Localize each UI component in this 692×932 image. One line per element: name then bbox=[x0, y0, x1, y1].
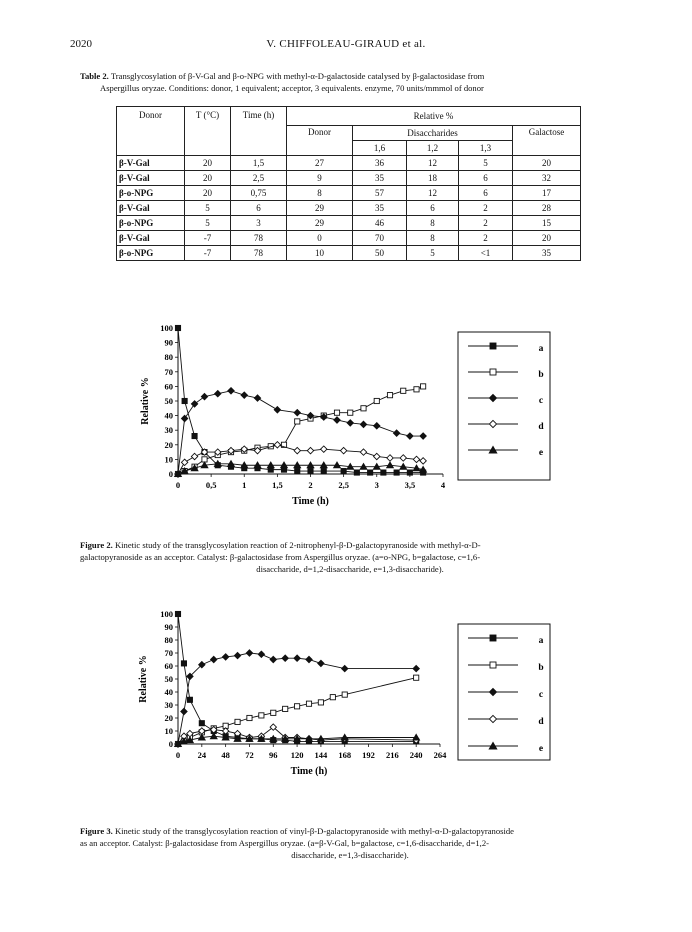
fig3-x-tick-label: 24 bbox=[197, 750, 207, 760]
fig2-legend-label-b: b bbox=[538, 370, 544, 380]
header-time: Time (h) bbox=[231, 107, 287, 156]
table-cell: 20 bbox=[513, 231, 581, 246]
fig3-x-tick-label: 144 bbox=[314, 750, 328, 760]
figure3-caption-line1: Kinetic study of the transglycosylation reaction of vinyl-β-D-galactopyranoside with methyl-α-D-galactopyranoside bbox=[114, 826, 514, 836]
header-disaccharides: Disaccharides bbox=[353, 126, 513, 141]
fig3-x-tick-label: 96 bbox=[269, 750, 278, 760]
fig2-point-b bbox=[361, 406, 366, 411]
fig3-point-a bbox=[181, 661, 186, 666]
fig2-x-tick-label: 1,5 bbox=[272, 480, 283, 490]
table-cell: 6 bbox=[231, 201, 287, 216]
fig2-series-a bbox=[175, 325, 425, 475]
fig3-point-c bbox=[413, 665, 419, 671]
header-13: 1,3 bbox=[459, 141, 513, 156]
fig3-point-a bbox=[187, 697, 192, 702]
fig2-x-tick-label: 4 bbox=[440, 480, 446, 490]
fig2-point-c bbox=[360, 421, 366, 427]
table-cell: 5 bbox=[407, 246, 459, 261]
table-cell: -7 bbox=[185, 246, 231, 261]
figure3-caption-line3: disaccharide, e=1,3-disaccharide). bbox=[291, 850, 409, 860]
fig2-point-b bbox=[401, 388, 406, 393]
figure3-caption bbox=[80, 825, 620, 861]
fig3-x-tick-label: 48 bbox=[221, 750, 230, 760]
fig2-y-tick-label: 20 bbox=[164, 439, 173, 450]
table-cell: 20 bbox=[185, 171, 231, 186]
table-cell: 8 bbox=[407, 216, 459, 231]
fig3-point-b bbox=[330, 695, 335, 700]
fig2-point-c bbox=[241, 392, 247, 398]
fig3-series-a-line bbox=[178, 614, 416, 741]
fig2-x-tick-label: 0 bbox=[175, 480, 181, 490]
table-cell: 27 bbox=[287, 156, 353, 171]
table-cell: 12 bbox=[407, 156, 459, 171]
fig3-point-c bbox=[181, 708, 187, 714]
fig2-point-d bbox=[387, 455, 393, 461]
table-cell: 6 bbox=[459, 186, 513, 201]
fig2-point-d bbox=[420, 458, 426, 464]
fig2-series-c-line bbox=[178, 391, 423, 474]
table-caption bbox=[80, 70, 620, 94]
table-cell: 0 bbox=[287, 231, 353, 246]
fig2-point-a bbox=[368, 470, 373, 475]
table-cell: β-V-Gal bbox=[117, 156, 185, 171]
table-cell: β-o-NPG bbox=[117, 186, 185, 201]
fig2-point-c bbox=[420, 433, 426, 439]
fig2-point-a bbox=[295, 468, 300, 473]
figure2-caption bbox=[80, 539, 620, 575]
table-cell: 2 bbox=[459, 231, 513, 246]
fig2-point-b bbox=[421, 384, 426, 389]
fig2-point-b bbox=[374, 398, 379, 403]
fig2-x-tick-label: 3 bbox=[374, 480, 379, 490]
table-cell: β-V-Gal bbox=[117, 231, 185, 246]
fig3-point-c bbox=[246, 650, 252, 656]
fig2-point-d bbox=[321, 446, 327, 452]
fig2-y-tick-label: 60 bbox=[164, 381, 173, 392]
fig3-series-a bbox=[175, 611, 418, 744]
table-cell: 2,5 bbox=[231, 171, 287, 186]
table-cell: 50 bbox=[353, 246, 407, 261]
table-cell: 9 bbox=[287, 171, 353, 186]
fig3-y-tick-label: 50 bbox=[164, 674, 173, 684]
table-cell: 29 bbox=[287, 216, 353, 231]
data-table bbox=[116, 106, 581, 261]
fig3-point-c bbox=[342, 665, 348, 671]
fig3-point-b bbox=[283, 706, 288, 711]
fig2-point-c bbox=[181, 415, 187, 421]
fig3-x-tick-label: 240 bbox=[409, 750, 423, 760]
fig2-y-tick-label: 80 bbox=[164, 352, 173, 363]
table-cell: 70 bbox=[353, 231, 407, 246]
fig2-y-tick-label: 90 bbox=[164, 337, 173, 348]
table-cell: 20 bbox=[185, 186, 231, 201]
fig3-y-tick-label: 0 bbox=[168, 739, 173, 749]
table-cell: 32 bbox=[513, 171, 581, 186]
fig2-point-a bbox=[182, 398, 187, 403]
fig2-point-c bbox=[407, 433, 413, 439]
fig2-y-tick-label: 10 bbox=[164, 454, 173, 465]
fig2-point-c bbox=[334, 417, 340, 423]
fig2-point-b bbox=[334, 410, 339, 415]
fig3-point-a bbox=[199, 721, 204, 726]
fig2-point-a bbox=[341, 468, 346, 473]
fig3-y-tick-label: 40 bbox=[164, 687, 173, 697]
fig2-point-c bbox=[228, 388, 234, 394]
fig3-point-a bbox=[175, 611, 180, 616]
table-cell: 5 bbox=[185, 216, 231, 231]
header-donor-sub: Donor bbox=[287, 126, 353, 156]
fig3-y-tick-label: 20 bbox=[164, 713, 173, 723]
fig3-point-b bbox=[306, 701, 311, 706]
fig2-point-d bbox=[294, 447, 300, 453]
table-cell: 57 bbox=[353, 186, 407, 201]
table-row bbox=[117, 216, 581, 231]
header-donor: Donor bbox=[117, 107, 185, 156]
fig3-legend-label-e: e bbox=[538, 744, 544, 754]
figure2-caption-line3: disaccharide, d=1,2-disaccharide, e=1,3-disaccharide). bbox=[256, 564, 444, 574]
fig2-point-b bbox=[387, 393, 392, 398]
table-cell: 3 bbox=[231, 216, 287, 231]
figure2-caption-line1: Kinetic study of the transglycosylation reaction of 2-nitrophenyl-β-D-galactopyranoside with methyl-α-D- bbox=[114, 540, 481, 550]
fig2-point-c bbox=[374, 423, 380, 429]
fig3-x-tick-label: 192 bbox=[362, 750, 375, 760]
fig2-point-a bbox=[354, 470, 359, 475]
fig2-point-a bbox=[308, 468, 313, 473]
table-cell: β-o-NPG bbox=[117, 246, 185, 261]
table-cell: 0,75 bbox=[231, 186, 287, 201]
table-cell: <1 bbox=[459, 246, 513, 261]
table-cell: 2 bbox=[459, 216, 513, 231]
table-row bbox=[117, 156, 581, 171]
fig3-point-c bbox=[258, 651, 264, 657]
fig2-point-b bbox=[348, 410, 353, 415]
fig2-point-d bbox=[307, 447, 313, 453]
fig2-legend-label-d: d bbox=[538, 422, 544, 432]
table-cell: 28 bbox=[513, 201, 581, 216]
fig2-series-b-line bbox=[178, 386, 423, 474]
fig2-y-tick-label: 100 bbox=[160, 323, 173, 333]
fig3-legend-label-c: c bbox=[538, 690, 544, 700]
fig2-point-d bbox=[360, 449, 366, 455]
fig3-legend-label-a: a bbox=[538, 636, 544, 646]
figure2-chart bbox=[0, 310, 692, 530]
table-row bbox=[117, 246, 581, 261]
fig3-x-tick-label: 120 bbox=[290, 750, 304, 760]
fig2-point-c bbox=[294, 409, 300, 415]
table-cell: 8 bbox=[407, 231, 459, 246]
fig3-point-c bbox=[306, 656, 312, 662]
fig3-point-c bbox=[234, 652, 240, 658]
table-cell: β-V-Gal bbox=[117, 201, 185, 216]
fig2-x-tick-label: 3,5 bbox=[404, 480, 416, 490]
fig2-point-d bbox=[374, 453, 380, 459]
fig3-y-tick-label: 100 bbox=[160, 609, 173, 619]
fig2-point-c bbox=[254, 395, 260, 401]
figure3-caption-label: Figure 3. bbox=[80, 826, 113, 836]
fig2-y-tick-label: 0 bbox=[168, 469, 173, 479]
table-cell: 20 bbox=[513, 156, 581, 171]
fig2-y-tick-label: 70 bbox=[164, 366, 173, 377]
table-cell: 35 bbox=[513, 246, 581, 261]
fig3-y-tick-label: 80 bbox=[164, 635, 173, 645]
fig3-y-tick-label: 60 bbox=[164, 661, 173, 671]
table-cell: 46 bbox=[353, 216, 407, 231]
fig3-x-tick-label: 0 bbox=[175, 750, 181, 760]
header-12: 1,2 bbox=[407, 141, 459, 156]
table-cell: 12 bbox=[407, 186, 459, 201]
fig2-point-b bbox=[414, 387, 419, 392]
header-temp: T (°C) bbox=[185, 107, 231, 156]
fig3-y-axis-label: Relative % bbox=[138, 655, 149, 703]
fig2-legend-marker-b bbox=[490, 369, 496, 375]
figure2-caption-label: Figure 2. bbox=[80, 540, 113, 550]
fig3-x-tick-label: 216 bbox=[385, 750, 399, 760]
figure3-chart bbox=[0, 598, 692, 810]
table-caption-line1: Transglycosylation of β-V-Gal and β-o-NPG with methyl-α-D-galactoside catalysed by β-galactosidase from bbox=[110, 71, 485, 81]
fig2-y-tick-label: 30 bbox=[164, 425, 173, 436]
fig3-point-b bbox=[235, 719, 240, 724]
fig3-y-tick-label: 30 bbox=[164, 700, 173, 710]
fig3-point-c bbox=[222, 654, 228, 660]
fig2-point-d bbox=[340, 447, 346, 453]
header-relative: Relative % bbox=[287, 107, 581, 126]
table-caption-label: Table 2. bbox=[80, 71, 109, 81]
fig2-y-tick-label: 40 bbox=[164, 410, 173, 421]
fig2-x-tick-label: 1 bbox=[242, 480, 247, 490]
table-row bbox=[117, 186, 581, 201]
fig2-legend bbox=[458, 332, 550, 480]
fig3-legend-marker-a bbox=[490, 635, 496, 641]
fig2-point-e bbox=[387, 462, 394, 468]
table-cell: 35 bbox=[353, 201, 407, 216]
table-cell: 8 bbox=[287, 186, 353, 201]
table-cell: 5 bbox=[185, 201, 231, 216]
fig2-point-d bbox=[400, 455, 406, 461]
fig3-point-c bbox=[294, 655, 300, 661]
fig3-x-tick-label: 264 bbox=[433, 750, 447, 760]
table-cell: 36 bbox=[353, 156, 407, 171]
table-cell: 18 bbox=[407, 171, 459, 186]
fig3-point-b bbox=[294, 704, 299, 709]
fig3-point-c bbox=[282, 655, 288, 661]
table-cell: 78 bbox=[231, 246, 287, 261]
fig2-x-tick-label: 2 bbox=[308, 480, 313, 490]
table-cell: 35 bbox=[353, 171, 407, 186]
table-cell: 78 bbox=[231, 231, 287, 246]
fig3-legend-label-d: d bbox=[538, 717, 544, 727]
fig2-y-tick-label: 50 bbox=[164, 396, 173, 406]
table-cell: -7 bbox=[185, 231, 231, 246]
fig3-x-tick-label: 168 bbox=[338, 750, 352, 760]
fig2-point-a bbox=[381, 470, 386, 475]
table-cell: 6 bbox=[459, 171, 513, 186]
fig3-y-tick-label: 70 bbox=[164, 648, 173, 658]
header-16: 1,6 bbox=[353, 141, 407, 156]
fig2-point-a bbox=[175, 325, 180, 330]
fig3-point-b bbox=[259, 713, 264, 718]
fig3-legend-marker-b bbox=[490, 662, 496, 668]
table-cell: 17 bbox=[513, 186, 581, 201]
fig3-y-tick-label: 10 bbox=[164, 726, 173, 736]
fig2-point-a bbox=[321, 468, 326, 473]
table-row bbox=[117, 231, 581, 246]
table-row bbox=[117, 201, 581, 216]
table-cell: 10 bbox=[287, 246, 353, 261]
table-cell: 15 bbox=[513, 216, 581, 231]
fig3-point-b bbox=[247, 715, 252, 720]
fig2-point-c bbox=[201, 393, 207, 399]
fig2-point-a bbox=[407, 470, 412, 475]
fig2-legend-label-a: a bbox=[538, 344, 544, 354]
table-row bbox=[117, 171, 581, 186]
page-number: 2020 bbox=[70, 38, 92, 50]
fig2-legend-label-e: e bbox=[538, 448, 544, 458]
fig2-point-c bbox=[274, 407, 280, 413]
fig2-point-c bbox=[347, 420, 353, 426]
figure2-caption-line2: galactopyranoside as an acceptor. Catalyst: β-galactosidase from Aspergillus oryzae. (a=o-NPG, b=galactose, c=1,6- bbox=[80, 552, 481, 562]
table-cell: β-o-NPG bbox=[117, 216, 185, 231]
fig2-legend-label-c: c bbox=[538, 396, 544, 406]
fig2-point-d bbox=[181, 459, 187, 465]
table-cell: β-V-Gal bbox=[117, 171, 185, 186]
fig2-x-tick-label: 0,5 bbox=[205, 480, 217, 490]
running-title: V. CHIFFOLEAU-GIRAUD et al. bbox=[266, 38, 426, 50]
fig3-point-c bbox=[211, 656, 217, 662]
table-cell: 20 bbox=[185, 156, 231, 171]
table-cell: 6 bbox=[407, 201, 459, 216]
fig2-legend-marker-a bbox=[490, 343, 496, 349]
fig2-x-tick-label: 2,5 bbox=[338, 480, 349, 490]
fig3-legend-label-b: b bbox=[538, 663, 544, 673]
fig2-point-d bbox=[274, 442, 280, 448]
fig3-point-b bbox=[318, 700, 323, 705]
table-cell: 1,5 bbox=[231, 156, 287, 171]
fig2-point-c bbox=[393, 430, 399, 436]
fig2-point-b bbox=[295, 419, 300, 424]
fig2-series-d bbox=[175, 442, 427, 478]
fig2-x-axis-label: Time (h) bbox=[292, 496, 329, 507]
fig3-point-b bbox=[271, 710, 276, 715]
fig3-x-tick-label: 72 bbox=[245, 750, 254, 760]
fig2-point-c bbox=[215, 391, 221, 397]
fig3-y-tick-label: 90 bbox=[164, 622, 173, 632]
figure3-caption-line2: as an acceptor. Catalyst: β-galactosidase from Aspergillus oryzae. (a=β-V-Gal, b=galactose, c=1,6-disaccharide, d=1,2- bbox=[80, 838, 489, 848]
fig3-point-c bbox=[270, 656, 276, 662]
fig2-point-d bbox=[413, 456, 419, 462]
fig2-point-d bbox=[191, 453, 197, 459]
fig3-x-axis-label: Time (h) bbox=[290, 766, 328, 777]
fig2-point-c bbox=[191, 401, 197, 407]
table-cell: 5 bbox=[459, 156, 513, 171]
fig2-point-a bbox=[394, 470, 399, 475]
fig2-y-axis-label: Relative % bbox=[140, 377, 151, 425]
fig3-point-b bbox=[342, 692, 347, 697]
fig2-point-a bbox=[192, 433, 197, 438]
fig3-point-c bbox=[318, 660, 324, 666]
header-galactose: Galactose bbox=[513, 126, 581, 156]
fig3-point-b bbox=[414, 675, 419, 680]
table-cell: 2 bbox=[459, 201, 513, 216]
table-cell: 29 bbox=[287, 201, 353, 216]
table-caption-line2: Aspergillus oryzae. Conditions: donor, 1 equivalent; acceptor, 3 equivalents. enzyme, 70 units/mmmol of donor bbox=[100, 83, 484, 93]
